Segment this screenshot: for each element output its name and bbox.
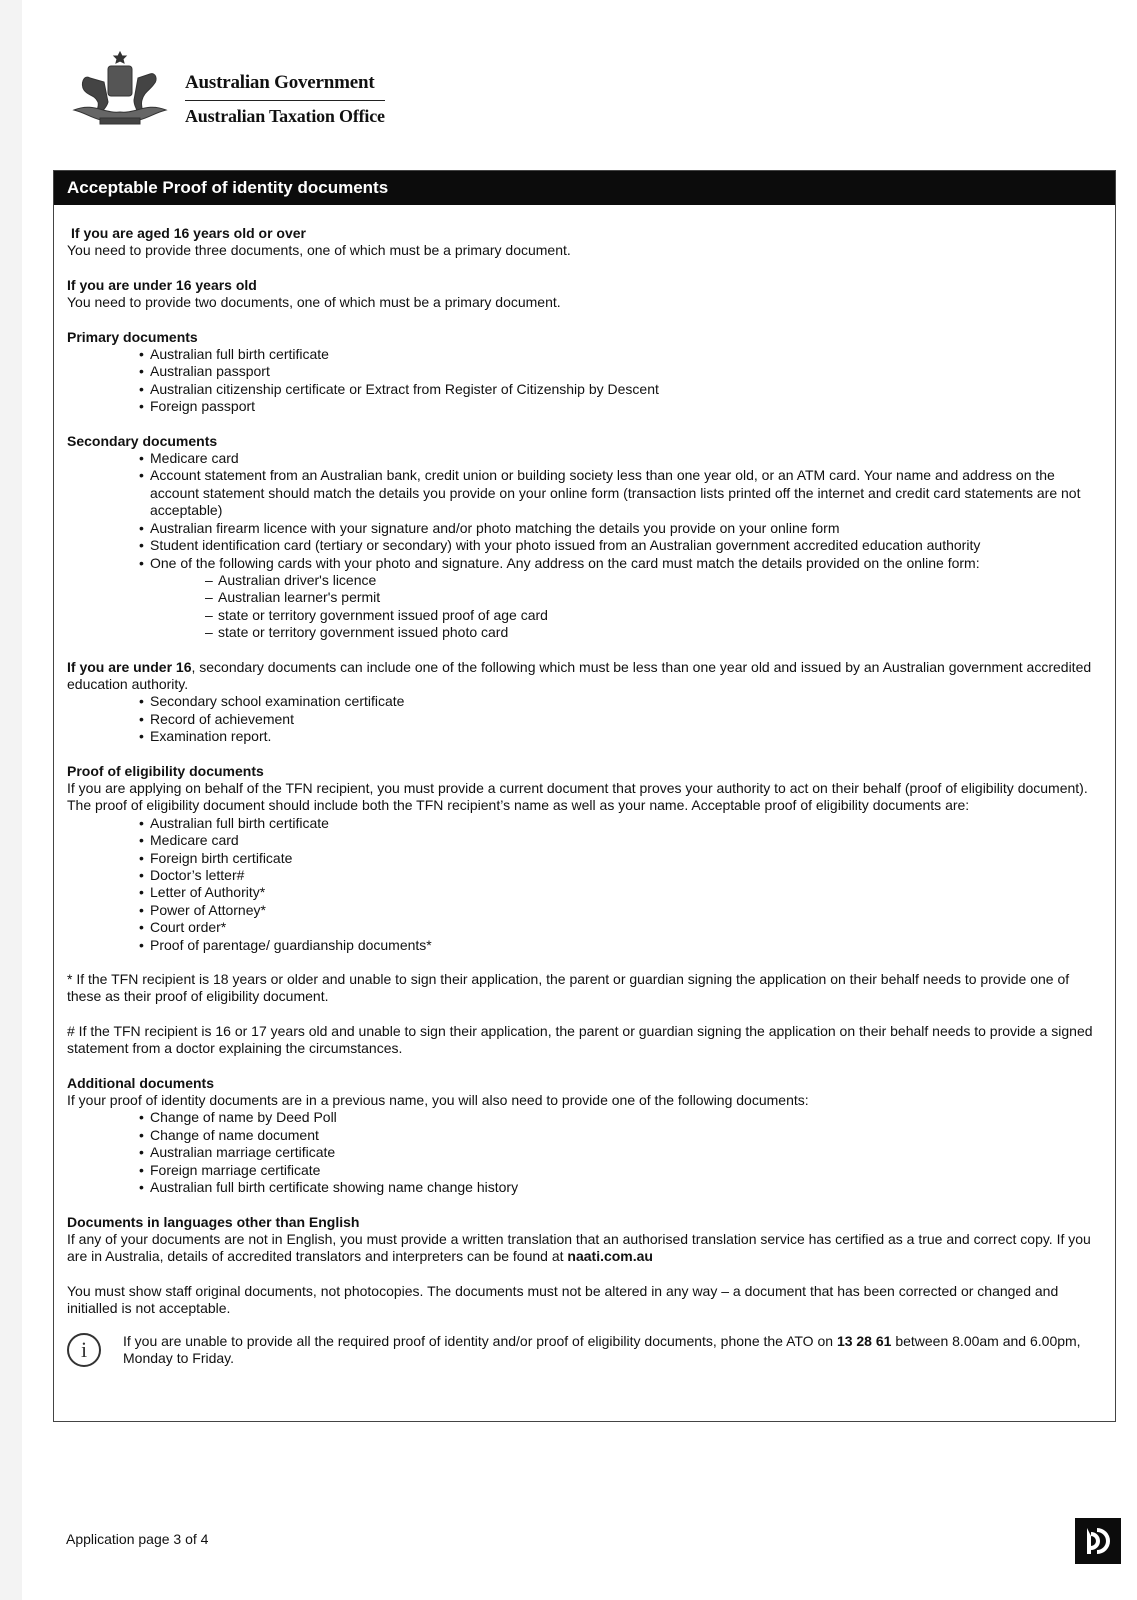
primary-list <box>67 346 1103 416</box>
note-hash: # If the TFN recipient is 16 or 17 years old and unable to sign their application, the parent or guardian signing the application on their behalf needs to provide a signed statement from a doctor explaining the circumstances. <box>67 1022 1093 1057</box>
list-item: • Australian marriage certificate <box>139 1144 1103 1161</box>
info-icon: i <box>67 1333 101 1367</box>
under16-text: You need to provide two documents, one of which must be a primary document. <box>67 294 561 311</box>
list-item: • Australian full birth certificate showing name change history <box>139 1179 1103 1196</box>
languages-section <box>67 1214 1103 1266</box>
document-page <box>22 0 1137 1600</box>
list-item: • Court order* <box>139 919 1103 936</box>
list-item: • Letter of Authority* <box>139 884 1103 901</box>
proof-of-identity-panel <box>53 170 1116 1422</box>
list-item: • Foreign birth certificate <box>139 850 1103 867</box>
panel-content <box>54 205 1115 1367</box>
header-divider <box>185 100 385 101</box>
coat-of-arms-logo <box>70 48 170 134</box>
info-text-before: If you are unable to provide all the required proof of identity and/or proof of eligibility documents, phone the ATO on <box>123 1332 837 1349</box>
naati-link[interactable]: naati.com.au <box>567 1248 653 1265</box>
secondary-sub-list <box>67 572 1103 642</box>
list-item: • Change of name by Deed Poll <box>139 1109 1103 1126</box>
list-item: • Australian full birth certificate <box>139 346 1103 363</box>
additional-heading: Additional documents <box>67 1074 214 1091</box>
list-item: • Medicare card <box>139 450 1103 467</box>
ato-phone-number: 13 28 61 <box>836 1332 892 1349</box>
list-item: • Australian passport <box>139 363 1103 380</box>
header <box>70 48 430 138</box>
list-item: • Doctor’s letter# <box>139 867 1103 884</box>
under16-secondary-lead: If you are under 16 <box>67 658 192 675</box>
additional-list <box>67 1109 1103 1196</box>
info-text-after: between 8.00am and 6.00pm, Monday to Friday. <box>123 1332 1081 1366</box>
list-item: • Student identification card (tertiary or secondary) with your photo issued from an Australian government accredited education authority <box>139 537 1103 554</box>
list-item: • Australian citizenship certificate or Extract from Register of Citizenship by Descent <box>139 381 1103 398</box>
under16-secondary-section <box>67 659 1103 746</box>
list-item: • Account statement from an Australian bank, credit union or building society less than one year old, or an ATM card. Your name and address on the account statement should match the details you provide on your online form (transaction lists printed off the internet and credit card statements are not acceptable) <box>139 467 1103 519</box>
sub-list-item: – state or territory government issued photo card <box>205 624 1103 641</box>
australia-post-logo <box>1075 1518 1121 1564</box>
primary-documents-section <box>67 329 1103 416</box>
list-item: • Change of name document <box>139 1127 1103 1144</box>
additional-documents-section <box>67 1075 1103 1197</box>
government-name: Australian Government <box>185 72 375 93</box>
eligibility-list <box>67 815 1103 954</box>
list-item: • Proof of parentage/ guardianship documents* <box>139 937 1103 954</box>
department-name: Australian Taxation Office <box>185 106 385 126</box>
list-item: • Australian full birth certificate <box>139 815 1103 832</box>
list-item: • Power of Attorney* <box>139 902 1103 919</box>
sub-list-item: – Australian learner's permit <box>205 589 1103 606</box>
originals-text: You must show staff original documents, not photocopies. The documents must not be altered in any way – a document that has been corrected or changed and initialled is not acceptable. <box>67 1282 1059 1317</box>
sub-list-item: – state or territory government issued proof of age card <box>205 607 1103 624</box>
under16-heading: If you are under 16 years old <box>67 276 257 293</box>
eligibility-heading: Proof of eligibility documents <box>67 762 264 779</box>
under16-secondary-list <box>67 693 1103 745</box>
over16-heading: If you are aged 16 years old or over <box>71 225 306 241</box>
panel-title: Acceptable Proof of identity documents <box>54 171 1115 205</box>
over16-section <box>67 225 1103 260</box>
under16-section <box>67 277 1103 312</box>
over16-text: You need to provide three documents, one of which must be a primary document. <box>67 242 571 259</box>
page-number: Application page 3 of 4 <box>66 1531 209 1547</box>
list-item: • Secondary school examination certificate <box>139 693 1103 710</box>
note-star: * If the TFN recipient is 18 years or older and unable to sign their application, the parent or guardian signing the application on their behalf needs to provide one of these as their proof of eligibility document. <box>67 971 1070 1005</box>
languages-heading: Documents in languages other than English <box>67 1213 360 1230</box>
primary-heading: Primary documents <box>67 328 198 345</box>
secondary-heading: Secondary documents <box>67 432 218 449</box>
eligibility-section <box>67 763 1103 954</box>
list-item: • Foreign marriage certificate <box>139 1162 1103 1179</box>
secondary-list <box>67 450 1103 572</box>
additional-text: If your proof of identity documents are in a previous name, you will also need to provide one of the following documents: <box>67 1092 809 1109</box>
sub-list-item: – Australian driver's licence <box>205 572 1103 589</box>
list-item: • Foreign passport <box>139 398 1103 415</box>
info-callout <box>67 1333 1103 1368</box>
secondary-documents-section <box>67 433 1103 642</box>
languages-text: If any of your documents are not in English, you must provide a written translation that an authorised translation service has certified as a true and correct copy. If you are in Australia, details of accredited translators and interpreters can be found at <box>67 1230 1091 1265</box>
under16-secondary-intro <box>67 659 1103 694</box>
list-item: • Record of achievement <box>139 711 1103 728</box>
under16-secondary-text: , secondary documents can include one of the following which must be less than one year old and issued by an Australian government accredited education authority. <box>67 658 1092 692</box>
eligibility-text: If you are applying on behalf of the TFN recipient, you must provide a current document that proves your authority to act on their behalf (proof of eligibility document). The proof of eligibility document should include both the TFN recipient’s name as well as your name. Acceptable proof of eligibility documents are: <box>67 779 1088 814</box>
list-item: • Examination report. <box>139 728 1103 745</box>
list-item: • Australian firearm licence with your signature and/or photo matching the details you provide on your online form <box>139 520 1103 537</box>
list-item: • One of the following cards with your photo and signature. Any address on the card must match the details provided on the online form: <box>139 555 1103 572</box>
list-item: • Medicare card <box>139 832 1103 849</box>
